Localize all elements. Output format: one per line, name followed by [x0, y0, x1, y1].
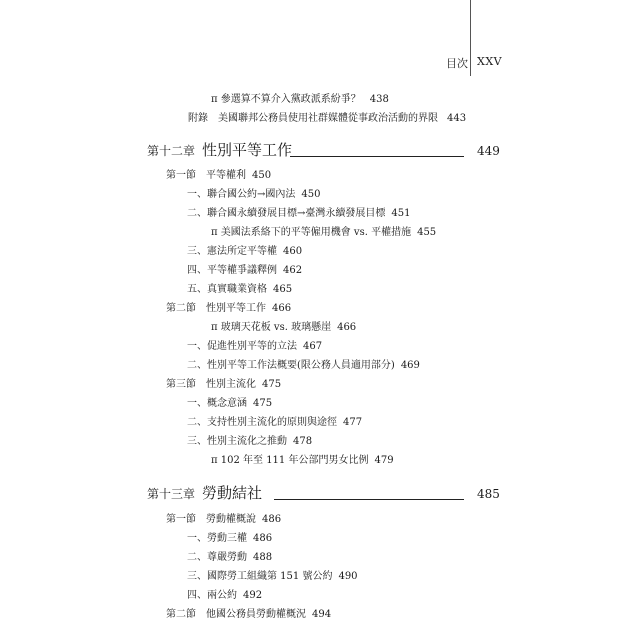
toc-entry-page: 477 [343, 417, 363, 428]
toc-entry-page: 479 [374, 455, 394, 466]
toc-entry-text: π 美國法系絡下的平等僱用機會 vs. 平權措施 [211, 227, 412, 238]
toc-entry-page: 494 [312, 609, 332, 620]
toc-entry-text: 一、促進性別平等的立法 [187, 341, 297, 352]
section-entry[interactable] [166, 170, 271, 182]
toc-entry[interactable] [187, 189, 320, 201]
toc-entry[interactable] [187, 246, 302, 258]
toc-entry-page: 460 [283, 246, 303, 257]
toc-entry-text: 二、聯合國永續發展目標→臺灣永續發展目標 [187, 208, 386, 219]
chapter-page: 485 [477, 487, 500, 501]
toc-entry-page: 462 [283, 265, 303, 276]
toc-entry-page: 438 [369, 94, 389, 105]
toc-entry-text: 四、平等權爭議釋例 [187, 265, 277, 276]
toc-entry[interactable] [187, 398, 272, 410]
chapter-page: 449 [477, 144, 500, 158]
toc-entry[interactable] [187, 417, 362, 429]
toc-entry-page: 466 [337, 322, 357, 333]
toc-entry[interactable] [187, 265, 302, 277]
toc-entry[interactable] [187, 552, 272, 564]
toc-entry-text: 二、性別平等工作法概要(限公務人員適用部分) [187, 360, 395, 371]
toc-entry-text: π 玻璃天花板 vs. 玻璃懸崖 [211, 322, 332, 333]
toc-entry-page: 490 [338, 571, 358, 582]
toc-entry[interactable] [187, 590, 262, 602]
toc-entry-page: 450 [301, 189, 321, 200]
toc-entry-text: π 參選算不算介入黨政派系紛爭？ [211, 94, 361, 105]
section-entry[interactable] [166, 379, 281, 391]
toc-entry-page: 455 [417, 227, 437, 238]
toc-entry-page: 478 [293, 436, 313, 447]
toc-entry-text: 三、性別主流化之推動 [187, 436, 287, 447]
toc-entry-text: 二、支持性別主流化的原則與途徑 [187, 417, 337, 428]
chapter-rule [274, 499, 464, 500]
toc-entry[interactable] [211, 322, 356, 334]
toc-entry-text: 三、國際勞工組織第 151 號公約 [187, 571, 333, 582]
toc-entry[interactable] [211, 455, 394, 467]
toc-entry[interactable] [211, 227, 436, 239]
toc-entry-page: 467 [303, 341, 323, 352]
chapter-label: 第十三章 [147, 487, 196, 501]
toc-entry-page: 469 [400, 360, 420, 371]
toc-entry-text: 三、憲法所定平等權 [187, 246, 277, 257]
toc-entry-text: 一、聯合國公約→國內法 [187, 189, 296, 200]
toc-entry-text: π 102 年至 111 年公部門男女比例 [211, 455, 369, 466]
toc-entry-page: 466 [272, 303, 292, 314]
toc-entry[interactable] [187, 208, 410, 220]
toc-entry-page: 486 [253, 533, 273, 544]
chapter-title: 性別平等工作 [202, 141, 293, 159]
toc-entry[interactable] [211, 94, 389, 106]
toc-entry-text: 附錄 美國聯邦公務員使用社群媒體從事政治活動的界限 [188, 113, 438, 124]
toc-entry[interactable] [187, 436, 312, 448]
toc-entry-text: 第二節 他國公務員勞動權概況 [166, 609, 306, 620]
section-entry[interactable] [166, 609, 331, 621]
toc-entry-page: 488 [253, 552, 273, 563]
toc-entry-page: 475 [253, 398, 273, 409]
toc-entry-text: 一、概念意涵 [187, 398, 247, 409]
toc-entry[interactable] [187, 284, 292, 296]
toc-entry-text: 第一節 平等權利 [166, 170, 246, 181]
toc-entry[interactable] [187, 341, 322, 353]
toc-entry-text: 二、尊嚴勞動 [187, 552, 247, 563]
header-section: 目次 [446, 57, 468, 70]
toc-entry[interactable] [187, 533, 272, 545]
toc-entry-text: 四、兩公約 [187, 590, 237, 601]
toc-entry-page: 486 [262, 514, 282, 525]
toc-entry-page: 475 [262, 379, 282, 390]
toc-entry[interactable] [188, 113, 466, 125]
chapter-rule [290, 156, 464, 157]
chapter-title: 勞動結社 [202, 484, 263, 502]
toc-entry[interactable] [187, 571, 358, 583]
toc-entry[interactable] [187, 360, 420, 372]
header-divider [470, 0, 471, 76]
chapter-label: 第十二章 [147, 144, 196, 158]
toc-entry-page: 451 [391, 208, 411, 219]
toc-entry-page: 443 [447, 113, 467, 124]
toc-entry-page: 450 [252, 170, 272, 181]
toc-entry-page: 492 [243, 590, 263, 601]
toc-entry-text: 一、勞動三權 [187, 533, 247, 544]
toc-entry-text: 第二節 性別平等工作 [166, 303, 266, 314]
toc-entry-text: 第一節 勞動權概說 [166, 514, 256, 525]
toc-entry-text: 第三節 性別主流化 [166, 379, 256, 390]
toc-entry-page: 465 [273, 284, 293, 295]
section-entry[interactable] [166, 514, 281, 526]
section-entry[interactable] [166, 303, 291, 315]
toc-entry-text: 五、真實職業資格 [187, 284, 267, 295]
header-page-number: XXV [477, 55, 503, 68]
